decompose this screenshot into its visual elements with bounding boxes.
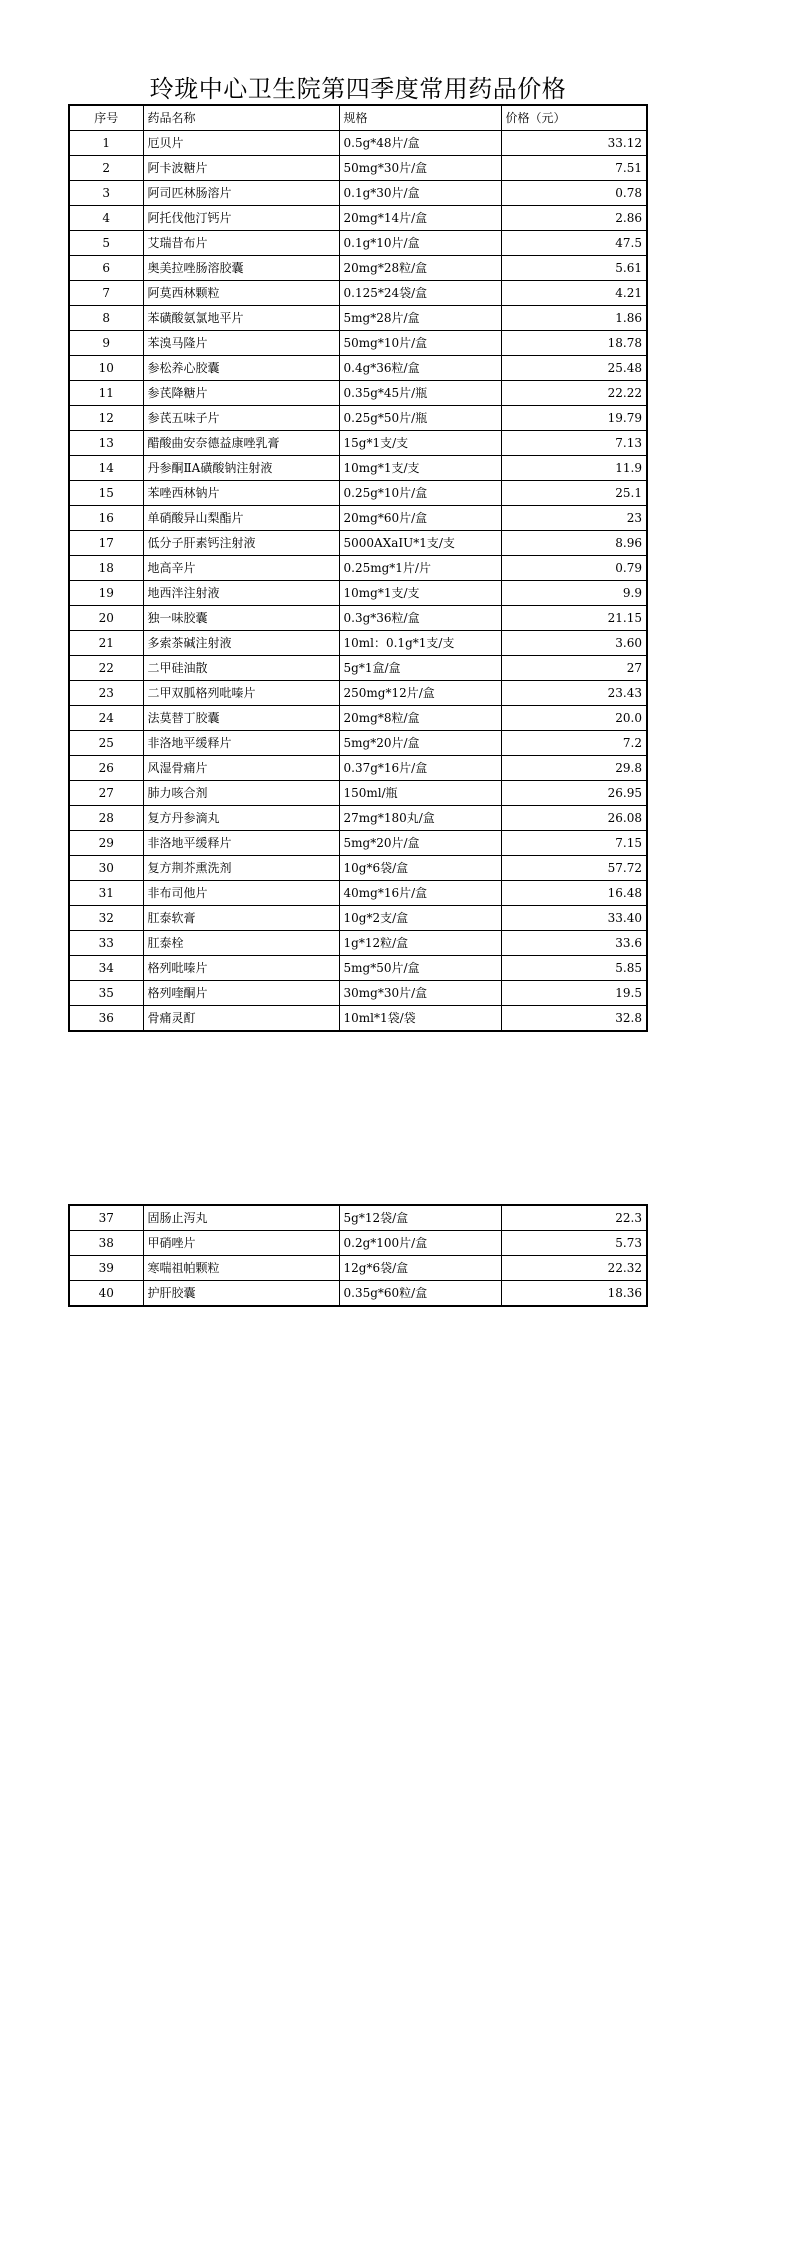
drug-price: 33.40 (501, 906, 647, 931)
table-row (69, 256, 647, 281)
table-row (69, 956, 647, 981)
header-price: 价格（元） (501, 105, 647, 131)
drug-spec: 15g*1支/支 (339, 431, 501, 456)
table-header-row (69, 105, 647, 131)
drug-spec: 0.1g*30片/盒 (339, 181, 501, 206)
drug-spec: 0.5g*48片/盒 (339, 131, 501, 156)
table-row (69, 706, 647, 731)
drug-price: 0.79 (501, 556, 647, 581)
drug-price: 29.8 (501, 756, 647, 781)
drug-price: 16.48 (501, 881, 647, 906)
drug-name: 单硝酸异山梨酯片 (143, 506, 339, 531)
table-row (69, 356, 647, 381)
drug-spec: 10ml：0.1g*1支/支 (339, 631, 501, 656)
drug-price: 18.36 (501, 1281, 647, 1307)
drug-spec: 10g*6袋/盒 (339, 856, 501, 881)
drug-spec: 10mg*1支/支 (339, 456, 501, 481)
drug-name: 复方荆芥熏洗剂 (143, 856, 339, 881)
table-row (69, 606, 647, 631)
drug-name: 参芪降糖片 (143, 381, 339, 406)
drug-spec: 30mg*30片/盒 (339, 981, 501, 1006)
drug-price: 8.96 (501, 531, 647, 556)
drug-spec: 0.125*24袋/盒 (339, 281, 501, 306)
row-number: 9 (69, 331, 143, 356)
page-title: 玲珑中心卫生院第四季度常用药品价格 (149, 75, 567, 103)
row-number: 27 (69, 781, 143, 806)
row-number: 10 (69, 356, 143, 381)
drug-spec: 12g*6袋/盒 (339, 1256, 501, 1281)
drug-price: 27 (501, 656, 647, 681)
drug-name: 低分子肝素钙注射液 (143, 531, 339, 556)
row-number: 32 (69, 906, 143, 931)
price-table-continued (68, 1204, 648, 1307)
row-number: 28 (69, 806, 143, 831)
drug-name: 阿莫西林颗粒 (143, 281, 339, 306)
drug-spec: 10mg*1支/支 (339, 581, 501, 606)
table-row (69, 406, 647, 431)
row-number: 13 (69, 431, 143, 456)
drug-name: 厄贝片 (143, 131, 339, 156)
table-row (69, 981, 647, 1006)
drug-name: 艾瑞昔布片 (143, 231, 339, 256)
drug-name: 参芪五味子片 (143, 406, 339, 431)
drug-price: 18.78 (501, 331, 647, 356)
table-row (69, 531, 647, 556)
drug-name: 阿托伐他汀钙片 (143, 206, 339, 231)
table-row (69, 156, 647, 181)
drug-spec: 0.4g*36粒/盒 (339, 356, 501, 381)
row-number: 8 (69, 306, 143, 331)
table-row (69, 731, 647, 756)
drug-spec: 5mg*28片/盒 (339, 306, 501, 331)
row-number: 33 (69, 931, 143, 956)
drug-name: 地西泮注射液 (143, 581, 339, 606)
drug-name: 二甲硅油散 (143, 656, 339, 681)
drug-price: 11.9 (501, 456, 647, 481)
row-number: 25 (69, 731, 143, 756)
drug-price: 47.5 (501, 231, 647, 256)
drug-name: 肛泰栓 (143, 931, 339, 956)
drug-name: 法莫替丁胶囊 (143, 706, 339, 731)
drug-spec: 5g*1盒/盒 (339, 656, 501, 681)
drug-spec: 0.25mg*1片/片 (339, 556, 501, 581)
drug-spec: 5mg*20片/盒 (339, 731, 501, 756)
drug-price: 5.73 (501, 1231, 647, 1256)
drug-spec: 10g*2支/盒 (339, 906, 501, 931)
drug-name: 固肠止泻丸 (143, 1205, 339, 1231)
drug-spec: 0.25g*50片/瓶 (339, 406, 501, 431)
row-number: 40 (69, 1281, 143, 1307)
table-row (69, 931, 647, 956)
drug-spec: 50mg*30片/盒 (339, 156, 501, 181)
row-number: 19 (69, 581, 143, 606)
drug-name: 阿卡波糖片 (143, 156, 339, 181)
drug-spec: 20mg*28粒/盒 (339, 256, 501, 281)
table-row (69, 1256, 647, 1281)
table-row (69, 631, 647, 656)
row-number: 7 (69, 281, 143, 306)
drug-price: 21.15 (501, 606, 647, 631)
row-number: 23 (69, 681, 143, 706)
drug-name: 风湿骨痛片 (143, 756, 339, 781)
table-row (69, 381, 647, 406)
drug-spec: 5mg*50片/盒 (339, 956, 501, 981)
drug-name: 护肝胶囊 (143, 1281, 339, 1307)
drug-name: 格列吡嗪片 (143, 956, 339, 981)
table-row (69, 331, 647, 356)
table-row (69, 756, 647, 781)
drug-name: 多索茶碱注射液 (143, 631, 339, 656)
row-number: 17 (69, 531, 143, 556)
row-number: 20 (69, 606, 143, 631)
drug-spec: 0.3g*36粒/盒 (339, 606, 501, 631)
header-name: 药品名称 (143, 105, 339, 131)
row-number: 31 (69, 881, 143, 906)
drug-price: 22.3 (501, 1205, 647, 1231)
drug-name: 苯唑西林钠片 (143, 481, 339, 506)
table-row (69, 1205, 647, 1231)
drug-price: 19.79 (501, 406, 647, 431)
drug-price: 5.85 (501, 956, 647, 981)
row-number: 5 (69, 231, 143, 256)
row-number: 34 (69, 956, 143, 981)
row-number: 3 (69, 181, 143, 206)
row-number: 1 (69, 131, 143, 156)
drug-price: 1.86 (501, 306, 647, 331)
drug-name: 甲硝唑片 (143, 1231, 339, 1256)
table-row (69, 681, 647, 706)
drug-price: 2.86 (501, 206, 647, 231)
drug-spec: 0.37g*16片/盒 (339, 756, 501, 781)
row-number: 26 (69, 756, 143, 781)
row-number: 36 (69, 1006, 143, 1032)
drug-name: 苯溴马隆片 (143, 331, 339, 356)
drug-spec: 20mg*8粒/盒 (339, 706, 501, 731)
drug-spec: 0.1g*10片/盒 (339, 231, 501, 256)
drug-price: 7.13 (501, 431, 647, 456)
row-number: 18 (69, 556, 143, 581)
drug-spec: 0.25g*10片/盒 (339, 481, 501, 506)
row-number: 12 (69, 406, 143, 431)
table-row (69, 306, 647, 331)
drug-spec: 0.2g*100片/盒 (339, 1231, 501, 1256)
row-number: 38 (69, 1231, 143, 1256)
drug-spec: 40mg*16片/盒 (339, 881, 501, 906)
drug-price: 19.5 (501, 981, 647, 1006)
row-number: 14 (69, 456, 143, 481)
drug-price: 22.32 (501, 1256, 647, 1281)
drug-spec: 1g*12粒/盒 (339, 931, 501, 956)
drug-price: 57.72 (501, 856, 647, 881)
drug-price: 32.8 (501, 1006, 647, 1032)
table-row (69, 556, 647, 581)
drug-price: 25.1 (501, 481, 647, 506)
drug-price: 22.22 (501, 381, 647, 406)
drug-name: 苯磺酸氨氯地平片 (143, 306, 339, 331)
row-number: 11 (69, 381, 143, 406)
drug-name: 醋酸曲安奈德益康唑乳膏 (143, 431, 339, 456)
table-row (69, 781, 647, 806)
drug-spec: 5000AXaIU*1支/支 (339, 531, 501, 556)
drug-spec: 5g*12袋/盒 (339, 1205, 501, 1231)
drug-name: 肺力咳合剂 (143, 781, 339, 806)
drug-price: 3.60 (501, 631, 647, 656)
table-row (69, 1281, 647, 1307)
table-row (69, 806, 647, 831)
row-number: 21 (69, 631, 143, 656)
drug-name: 参松养心胶囊 (143, 356, 339, 381)
drug-price: 26.95 (501, 781, 647, 806)
drug-price: 7.15 (501, 831, 647, 856)
drug-name: 地高辛片 (143, 556, 339, 581)
table-row (69, 581, 647, 606)
table-row (69, 281, 647, 306)
row-number: 15 (69, 481, 143, 506)
row-number: 4 (69, 206, 143, 231)
table-row (69, 1231, 647, 1256)
header-no: 序号 (69, 105, 143, 131)
table-row (69, 831, 647, 856)
table-row (69, 506, 647, 531)
row-number: 35 (69, 981, 143, 1006)
drug-name: 奥美拉唑肠溶胶囊 (143, 256, 339, 281)
drug-name: 格列喹酮片 (143, 981, 339, 1006)
drug-price: 5.61 (501, 256, 647, 281)
header-spec: 规格 (339, 105, 501, 131)
drug-name: 二甲双胍格列吡嗪片 (143, 681, 339, 706)
row-number: 29 (69, 831, 143, 856)
drug-spec: 50mg*10片/盒 (339, 331, 501, 356)
row-number: 6 (69, 256, 143, 281)
drug-name: 非布司他片 (143, 881, 339, 906)
drug-price: 23 (501, 506, 647, 531)
drug-name: 阿司匹林肠溶片 (143, 181, 339, 206)
drug-price: 26.08 (501, 806, 647, 831)
drug-spec: 0.35g*45片/瓶 (339, 381, 501, 406)
table-row (69, 656, 647, 681)
drug-price: 4.21 (501, 281, 647, 306)
row-number: 30 (69, 856, 143, 881)
drug-spec: 27mg*180丸/盒 (339, 806, 501, 831)
drug-spec: 250mg*12片/盒 (339, 681, 501, 706)
drug-name: 非洛地平缓释片 (143, 731, 339, 756)
table-row (69, 206, 647, 231)
row-number: 24 (69, 706, 143, 731)
drug-price: 0.78 (501, 181, 647, 206)
drug-name: 骨痛灵酊 (143, 1006, 339, 1032)
drug-name: 非洛地平缓释片 (143, 831, 339, 856)
drug-price: 25.48 (501, 356, 647, 381)
row-number: 37 (69, 1205, 143, 1231)
drug-price: 20.0 (501, 706, 647, 731)
table-row (69, 456, 647, 481)
row-number: 16 (69, 506, 143, 531)
drug-name: 复方丹参滴丸 (143, 806, 339, 831)
row-number: 39 (69, 1256, 143, 1281)
table-row (69, 856, 647, 881)
drug-price: 7.2 (501, 731, 647, 756)
table-row (69, 1006, 647, 1032)
drug-name: 肛泰软膏 (143, 906, 339, 931)
row-number: 22 (69, 656, 143, 681)
drug-price: 9.9 (501, 581, 647, 606)
drug-price: 33.12 (501, 131, 647, 156)
drug-name: 独一味胶囊 (143, 606, 339, 631)
table-row (69, 181, 647, 206)
drug-spec: 10ml*1袋/袋 (339, 1006, 501, 1032)
table-row (69, 881, 647, 906)
drug-spec: 150ml/瓶 (339, 781, 501, 806)
drug-name: 丹参酮ⅡA磺酸钠注射液 (143, 456, 339, 481)
drug-spec: 0.35g*60粒/盒 (339, 1281, 501, 1307)
drug-spec: 5mg*20片/盒 (339, 831, 501, 856)
table-row (69, 431, 647, 456)
table-row (69, 131, 647, 156)
drug-price: 33.6 (501, 931, 647, 956)
row-number: 2 (69, 156, 143, 181)
drug-price: 23.43 (501, 681, 647, 706)
price-table (68, 104, 648, 1032)
table-row (69, 906, 647, 931)
table-row (69, 481, 647, 506)
drug-spec: 20mg*14片/盒 (339, 206, 501, 231)
table-row (69, 231, 647, 256)
drug-spec: 20mg*60片/盒 (339, 506, 501, 531)
drug-price: 7.51 (501, 156, 647, 181)
drug-name: 寒喘祖帕颗粒 (143, 1256, 339, 1281)
